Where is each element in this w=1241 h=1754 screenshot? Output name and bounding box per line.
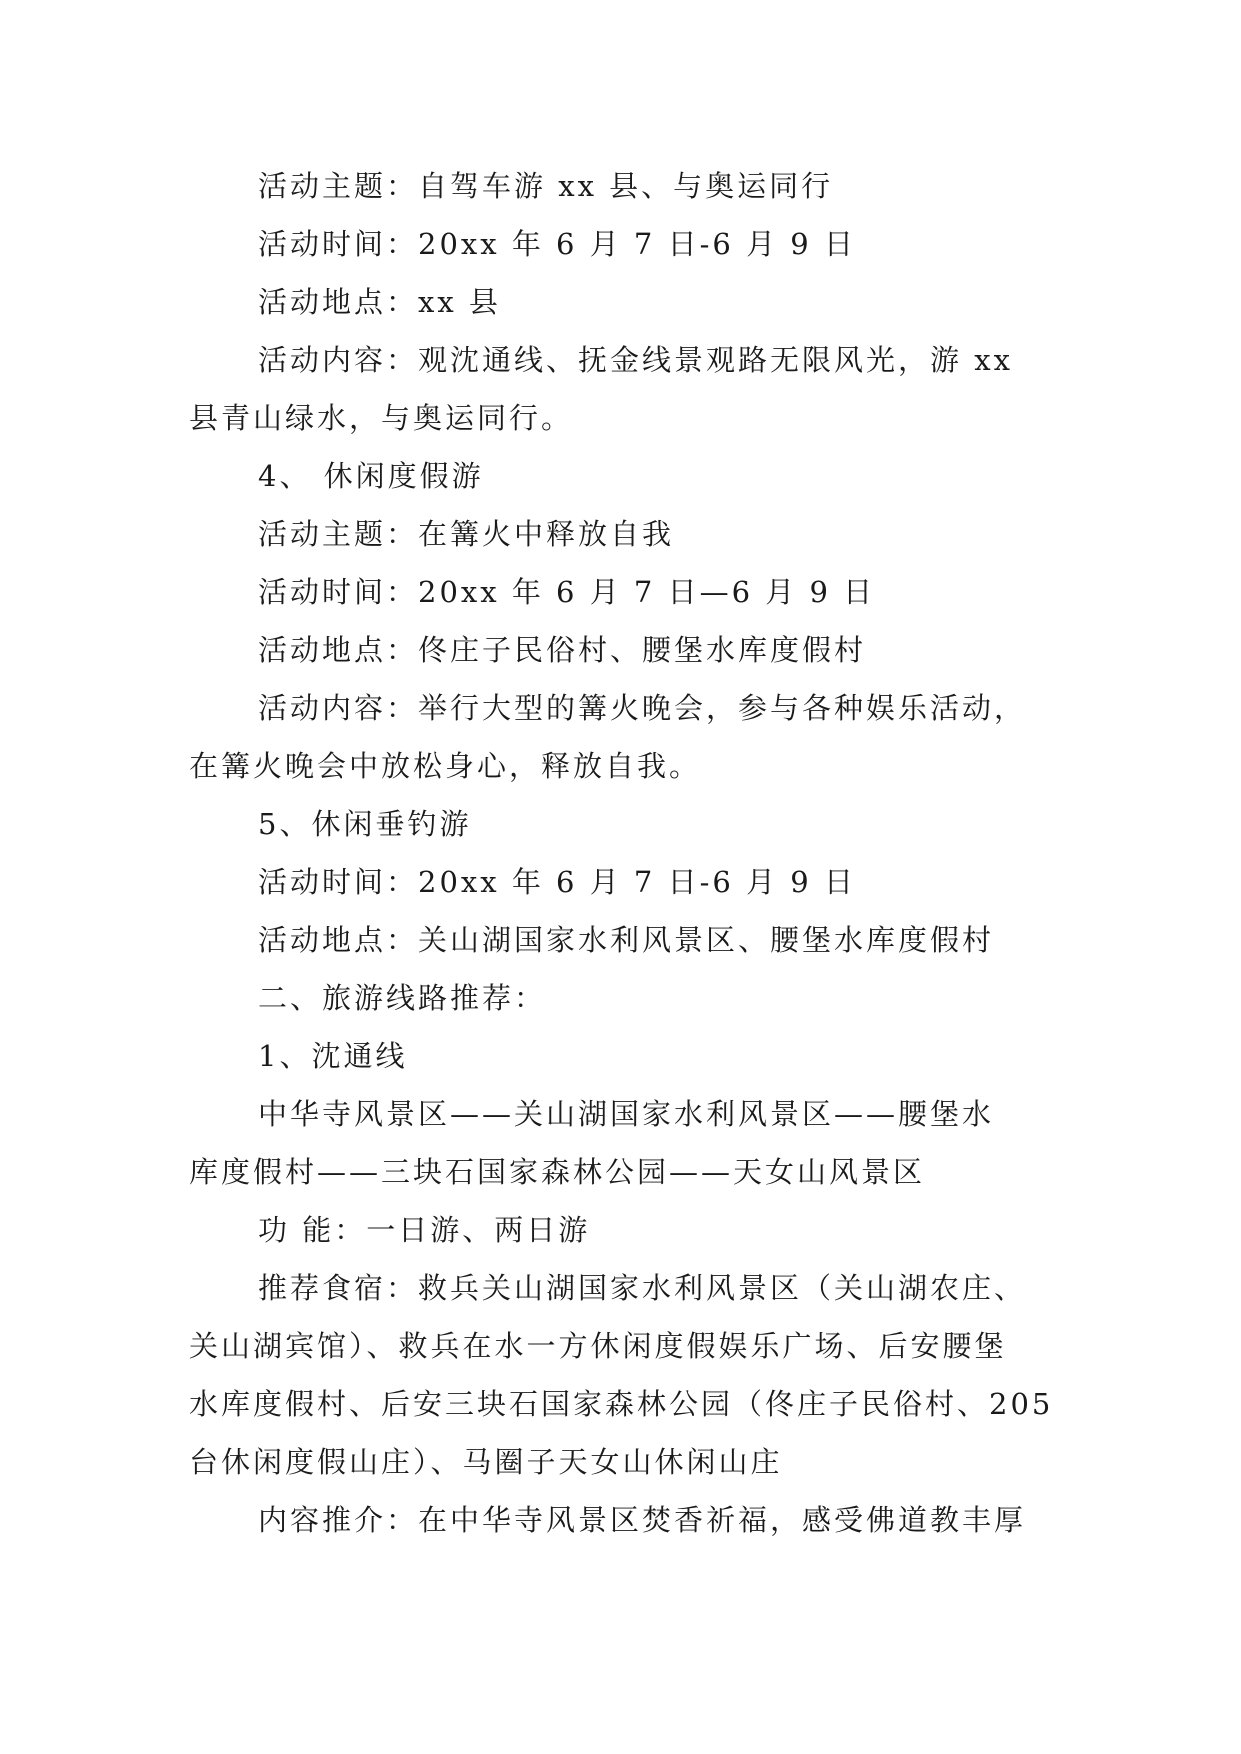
text-line: 推荐食宿：救兵关山湖国家水利风景区（关山湖农庄、 — [258, 1271, 1027, 1305]
text-line: 中华寺风景区——关山湖国家水利风景区——腰堡水 — [258, 1097, 995, 1131]
text-line: 活动内容：观沈通线、抚金线景观路无限风光，游 xx — [258, 343, 1013, 377]
text-line: 关山湖宾馆）、救兵在水一方休闲度假娱乐广场、后安腰堡 — [189, 1329, 1007, 1363]
text-line: 台休闲度假山庄）、马圈子天女山休闲山庄 — [189, 1445, 783, 1479]
text-line: 活动时间：20xx 年 6 月 7 日—6 月 9 日 — [258, 575, 876, 609]
section-heading: 4、 休闲度假游 — [258, 459, 484, 493]
text-line: 活动时间：20xx 年 6 月 7 日-6 月 9 日 — [258, 865, 856, 899]
text-line: 水库度假村、后安三块石国家森林公园（佟庄子民俗村、205 — [189, 1387, 1054, 1421]
text-line: 活动地点：佟庄子民俗村、腰堡水库度假村 — [258, 633, 867, 667]
text-line: 功 能：一日游、两日游 — [258, 1213, 591, 1247]
text-line: 活动时间：20xx 年 6 月 7 日-6 月 9 日 — [258, 227, 856, 261]
text-line: 活动主题：在篝火中释放自我 — [258, 517, 675, 551]
text-line: 活动地点：关山湖国家水利风景区、腰堡水库度假村 — [258, 923, 995, 957]
section-heading: 5、休闲垂钓游 — [258, 807, 472, 841]
text-line: 内容推介：在中华寺风景区焚香祈福，感受佛道教丰厚 — [258, 1503, 1027, 1537]
text-line: 活动地点：xx 县 — [258, 285, 501, 319]
text-line: 库度假村——三块石国家森林公园——天女山风景区 — [189, 1155, 926, 1189]
text-line: 活动内容：举行大型的篝火晚会，参与各种娱乐活动， — [258, 691, 1027, 725]
section-heading: 二、旅游线路推荐： — [258, 981, 547, 1015]
section-heading: 1、沈通线 — [258, 1039, 408, 1073]
text-line: 在篝火晚会中放松身心，释放自我。 — [189, 749, 702, 783]
text-line: 县青山绿水，与奥运同行。 — [189, 401, 574, 435]
text-line: 活动主题：自驾车游 xx 县、与奥运同行 — [258, 169, 834, 203]
